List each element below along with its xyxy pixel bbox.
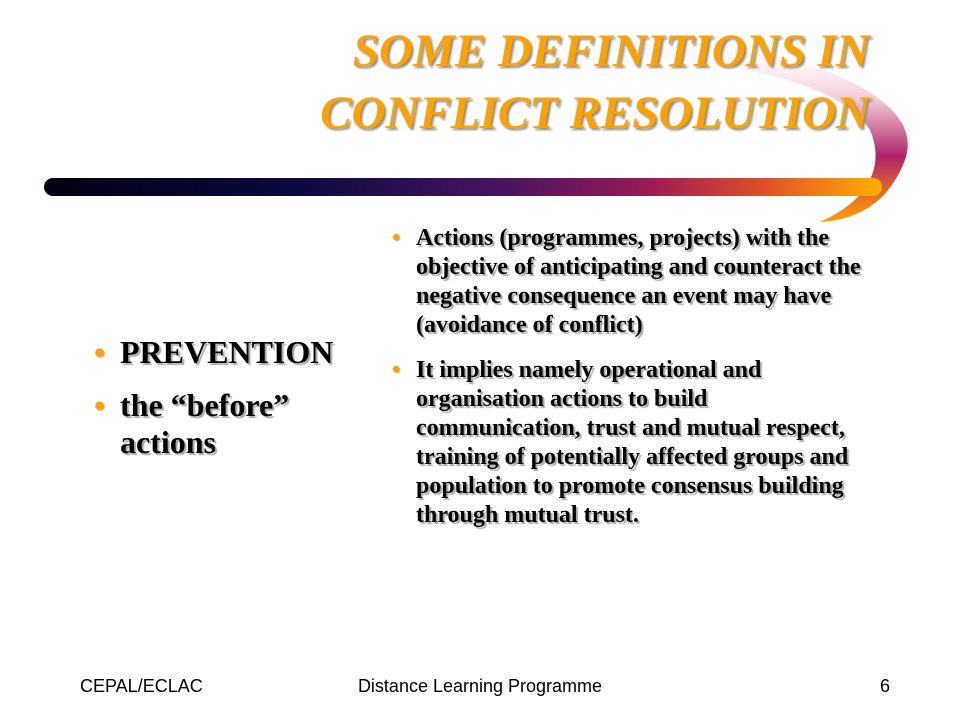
bullet-icon: • xyxy=(94,334,106,370)
bullet-icon: • xyxy=(392,357,401,383)
list-item-text: It implies namely operational and organisation actions to build communication, trust and mutual respect, training of potentially affected groups and population to promote consensus building through mutual trust. xyxy=(416,357,849,528)
swoosh-bar xyxy=(44,178,882,196)
list-item xyxy=(94,387,374,461)
bullet-icon: • xyxy=(392,225,401,251)
list-item-text: Actions (programmes, projects) with the objective of anticipating and counteract the negative consequence an event may have (avoidance of conflict) xyxy=(416,225,861,338)
right-bullet-list xyxy=(392,224,862,546)
page-number: 6 xyxy=(879,676,890,696)
footer-organization: CEPAL/ECLAC xyxy=(80,676,203,696)
slide-title: SOME DEFINITIONS IN CONFLICT RESOLUTION xyxy=(320,25,870,139)
list-item xyxy=(392,356,862,530)
bullet-icon: • xyxy=(94,387,106,423)
list-item xyxy=(392,224,862,340)
list-item xyxy=(94,334,374,371)
left-bullet-list xyxy=(94,334,374,477)
list-item-text: the “before” actions xyxy=(120,387,290,460)
list-item-text: PREVENTION xyxy=(120,334,334,370)
footer-programme: Distance Learning Programme xyxy=(357,676,603,696)
